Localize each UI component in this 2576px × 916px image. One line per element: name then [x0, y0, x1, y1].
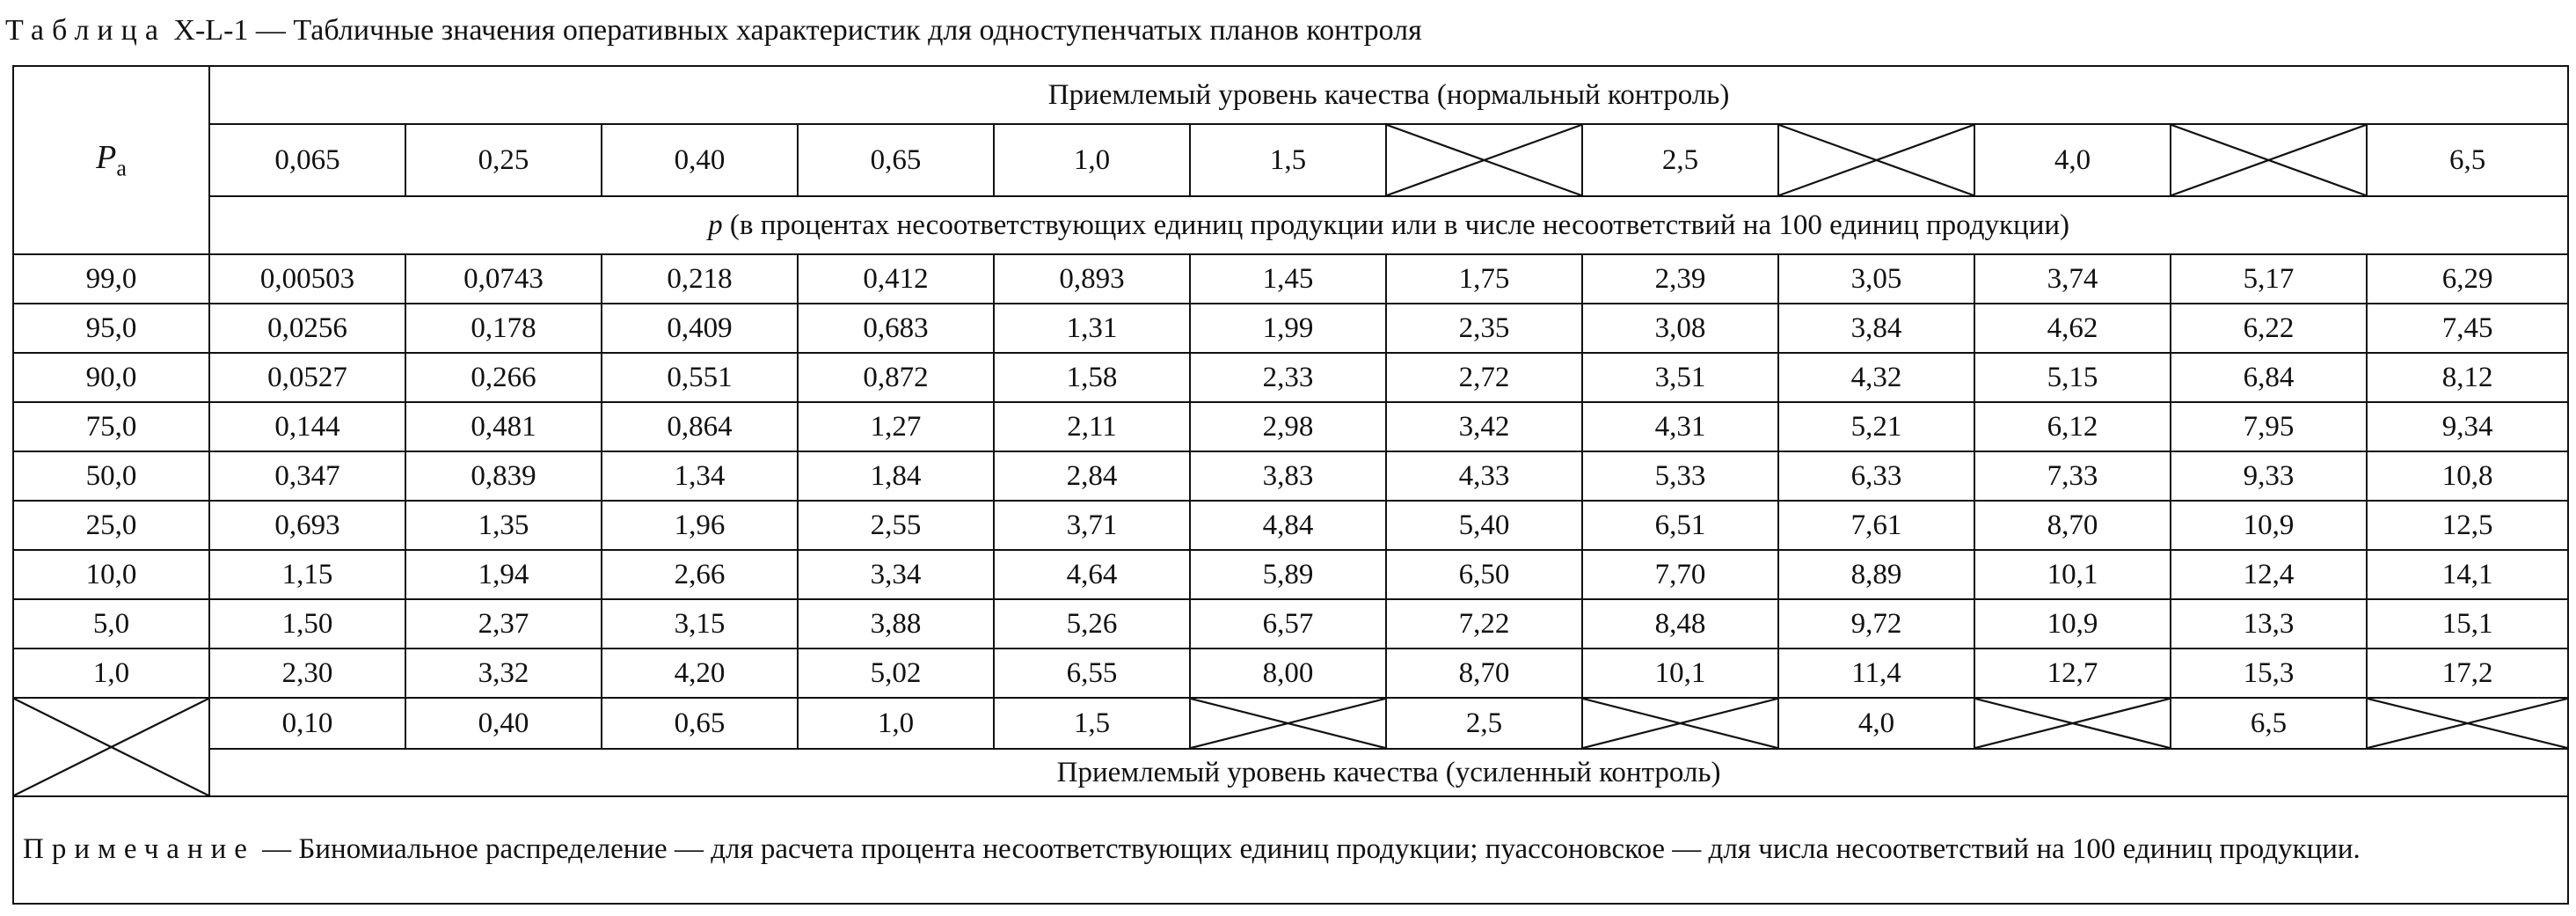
p-value: 5,26: [994, 599, 1190, 649]
p-value: 2,98: [1190, 402, 1386, 451]
aql-normal-value: 0,25: [405, 124, 602, 196]
crossed-cell: [1582, 698, 1778, 749]
pa-value: 5,0: [13, 599, 209, 649]
p-value: 0,872: [798, 353, 994, 402]
p-value: 1,75: [1386, 254, 1582, 304]
p-header-row: [13, 196, 2568, 254]
table-row: [13, 353, 2568, 402]
p-value: 8,89: [1778, 550, 1974, 599]
aql-tightened-value: 4,0: [1778, 698, 1974, 749]
p-value: 0,409: [602, 304, 798, 353]
p-value: 0,839: [405, 451, 602, 501]
p-value: 0,347: [209, 451, 405, 501]
pa-value: 75,0: [13, 402, 209, 451]
p-value: 9,72: [1778, 599, 1974, 649]
p-value: 5,17: [2171, 254, 2367, 304]
p-value: 1,34: [602, 451, 798, 501]
p-value: 7,70: [1582, 550, 1778, 599]
crossed-cell: [1386, 124, 1582, 196]
p-value: 0,144: [209, 402, 405, 451]
cross-mark-icon: [2368, 699, 2567, 748]
p-value: 12,4: [2171, 550, 2367, 599]
p-value: 3,32: [405, 649, 602, 698]
caption-title: X-L-1 — Табличные значения оперативных характеристик для одноступенчатых планов контроля: [173, 14, 1422, 47]
cross-mark-icon: [1779, 125, 1974, 195]
p-value: 4,31: [1582, 402, 1778, 451]
p-value: 8,48: [1582, 599, 1778, 649]
p-value: 10,8: [2367, 451, 2568, 501]
table-row: [13, 649, 2568, 698]
p-value: 6,22: [2171, 304, 2367, 353]
p-value: 5,89: [1190, 550, 1386, 599]
p-value: 1,45: [1190, 254, 1386, 304]
p-value: 3,42: [1386, 402, 1582, 451]
crossed-cell: [2367, 698, 2568, 749]
p-value: 6,12: [1974, 402, 2171, 451]
aql-tightened-value: 2,5: [1386, 698, 1582, 749]
p-value: 4,62: [1974, 304, 2171, 353]
p-value: 3,88: [798, 599, 994, 649]
p-value: 8,00: [1190, 649, 1386, 698]
normal-inspection-header: Приемлемый уровень качества (нормальный контроль): [209, 66, 2568, 124]
p-value: 15,1: [2367, 599, 2568, 649]
table-caption: [5, 5, 1422, 56]
p-value: 4,84: [1190, 501, 1386, 550]
p-value: 3,71: [994, 501, 1190, 550]
cross-mark-icon: [1583, 699, 1777, 748]
aql-tightened-value: 1,0: [798, 698, 994, 749]
p-value: 0,412: [798, 254, 994, 304]
p-value: 7,61: [1778, 501, 1974, 550]
p-value: 2,11: [994, 402, 1190, 451]
aql-normal-value: 0,40: [602, 124, 798, 196]
table-row: [13, 402, 2568, 451]
p-value: 2,66: [602, 550, 798, 599]
crossed-cell: [1190, 698, 1386, 749]
cross-mark-icon: [2171, 125, 2366, 195]
p-description-text: (в процентах несоответствующих единиц продукции или в числе несоответствий на 100 единиц продукции): [729, 209, 2069, 241]
pa-header-cell: [13, 66, 209, 254]
p-value: 0,00503: [209, 254, 405, 304]
aql-normal-row: [13, 124, 2568, 196]
table-row: [13, 304, 2568, 353]
cross-mark-icon: [1387, 125, 1581, 195]
cross-mark-icon: [1975, 699, 2170, 748]
p-value: 5,15: [1974, 353, 2171, 402]
p-value: 1,99: [1190, 304, 1386, 353]
p-value: 17,2: [2367, 649, 2568, 698]
p-value: 2,84: [994, 451, 1190, 501]
p-value: 0,218: [602, 254, 798, 304]
p-value: 6,33: [1778, 451, 1974, 501]
p-value: 5,40: [1386, 501, 1582, 550]
tightened-header-row: [13, 749, 2568, 796]
p-value: 10,1: [1582, 649, 1778, 698]
crossed-cell: [1974, 698, 2171, 749]
p-value: 1,27: [798, 402, 994, 451]
p-value: 7,95: [2171, 402, 2367, 451]
p-value: 1,96: [602, 501, 798, 550]
tightened-inspection-header: Приемлемый уровень качества (усиленный контроль): [209, 749, 2568, 796]
p-value: 6,29: [2367, 254, 2568, 304]
aql-normal-value: 1,5: [1190, 124, 1386, 196]
p-value: 8,70: [1974, 501, 2171, 550]
p-value: 1,35: [405, 501, 602, 550]
pa-value: 50,0: [13, 451, 209, 501]
p-value: 2,33: [1190, 353, 1386, 402]
aql-tightened-row: [13, 698, 2568, 749]
aql-tightened-value: 6,5: [2171, 698, 2367, 749]
p-value: 0,0743: [405, 254, 602, 304]
p-value: 2,37: [405, 599, 602, 649]
p-value: 3,34: [798, 550, 994, 599]
p-value: 2,30: [209, 649, 405, 698]
p-value: 3,84: [1778, 304, 1974, 353]
p-value: 2,72: [1386, 353, 1582, 402]
table-row: [13, 550, 2568, 599]
p-value: 15,3: [2171, 649, 2367, 698]
p-value: 5,33: [1582, 451, 1778, 501]
p-description-header: [209, 196, 2568, 254]
p-value: 12,7: [1974, 649, 2171, 698]
pa-value: 1,0: [13, 649, 209, 698]
p-value: 6,55: [994, 649, 1190, 698]
table-row: [13, 599, 2568, 649]
p-value: 9,34: [2367, 402, 2568, 451]
crossed-cell: [1778, 124, 1974, 196]
cross-mark-icon: [1191, 699, 1385, 748]
p-value: 7,22: [1386, 599, 1582, 649]
p-value: 0,693: [209, 501, 405, 550]
p-value: 0,551: [602, 353, 798, 402]
p-value: 0,893: [994, 254, 1190, 304]
p-value: 11,4: [1778, 649, 1974, 698]
p-value: 0,0527: [209, 353, 405, 402]
p-value: 5,21: [1778, 402, 1974, 451]
p-value: 0,178: [405, 304, 602, 353]
aql-tightened-value: 0,65: [602, 698, 798, 749]
p-value: 3,15: [602, 599, 798, 649]
aql-normal-value: 0,65: [798, 124, 994, 196]
p-value: 6,50: [1386, 550, 1582, 599]
pa-value: 25,0: [13, 501, 209, 550]
p-value: 4,64: [994, 550, 1190, 599]
p-value: 7,33: [1974, 451, 2171, 501]
p-value: 9,33: [2171, 451, 2367, 501]
p-symbol: p: [708, 209, 723, 241]
aql-normal-value: 4,0: [1974, 124, 2171, 196]
p-value: 8,12: [2367, 353, 2568, 402]
pa-value: 10,0: [13, 550, 209, 599]
note-text: — Биномиальное распределение — для расчета процента несоответствующих единиц продукции; пуассоновское — для числа несоответствий на 100 единиц продукции.: [254, 833, 2361, 865]
p-value: 4,33: [1386, 451, 1582, 501]
p-value: 3,51: [1582, 353, 1778, 402]
p-value: 3,08: [1582, 304, 1778, 353]
p-value: 2,55: [798, 501, 994, 550]
p-value: 0,0256: [209, 304, 405, 353]
crossed-cell: [2171, 124, 2367, 196]
p-value: 3,05: [1778, 254, 1974, 304]
p-value: 1,58: [994, 353, 1190, 402]
note-row: [13, 796, 2568, 904]
note-label: Примечание: [23, 833, 255, 865]
table-row: [13, 501, 2568, 550]
p-value: 10,9: [1974, 599, 2171, 649]
p-value: 0,683: [798, 304, 994, 353]
p-value: 10,9: [2171, 501, 2367, 550]
p-value: 0,864: [602, 402, 798, 451]
oc-values-table: [12, 65, 2569, 905]
aql-normal-value: 2,5: [1582, 124, 1778, 196]
p-value: 14,1: [2367, 550, 2568, 599]
p-value: 12,5: [2367, 501, 2568, 550]
p-value: 3,74: [1974, 254, 2171, 304]
aql-tightened-value: 0,10: [209, 698, 405, 749]
cross-mark-icon: [14, 699, 208, 795]
p-value: 1,15: [209, 550, 405, 599]
pa-value: 95,0: [13, 304, 209, 353]
pa-value: 99,0: [13, 254, 209, 304]
p-value: 7,45: [2367, 304, 2568, 353]
p-value: 2,39: [1582, 254, 1778, 304]
p-value: 1,94: [405, 550, 602, 599]
p-value: 3,83: [1190, 451, 1386, 501]
caption-word: Таблица: [5, 14, 166, 47]
p-value: 4,32: [1778, 353, 1974, 402]
table-body: [13, 66, 2568, 904]
crossed-corner-cell: [13, 698, 209, 796]
p-value: 13,3: [2171, 599, 2367, 649]
aql-normal-value: 1,0: [994, 124, 1190, 196]
p-value: 2,35: [1386, 304, 1582, 353]
table-row: [13, 254, 2568, 304]
p-value: 1,31: [994, 304, 1190, 353]
aql-normal-value: 6,5: [2367, 124, 2568, 196]
p-value: 4,20: [602, 649, 798, 698]
header-row-normal: [13, 66, 2568, 124]
p-value: 5,02: [798, 649, 994, 698]
p-value: 1,50: [209, 599, 405, 649]
p-value: 8,70: [1386, 649, 1582, 698]
p-value: 10,1: [1974, 550, 2171, 599]
aql-tightened-value: 0,40: [405, 698, 602, 749]
p-value: 0,266: [405, 353, 602, 402]
p-value: 6,57: [1190, 599, 1386, 649]
aql-tightened-value: 1,5: [994, 698, 1190, 749]
p-value: 6,84: [2171, 353, 2367, 402]
pa-header-label: $P_a$: [96, 138, 127, 181]
aql-normal-value: 0,065: [209, 124, 405, 196]
p-value: 6,51: [1582, 501, 1778, 550]
table-row: [13, 451, 2568, 501]
p-value: 1,84: [798, 451, 994, 501]
p-value: 0,481: [405, 402, 602, 451]
pa-value: 90,0: [13, 353, 209, 402]
note-cell: [13, 796, 2568, 904]
